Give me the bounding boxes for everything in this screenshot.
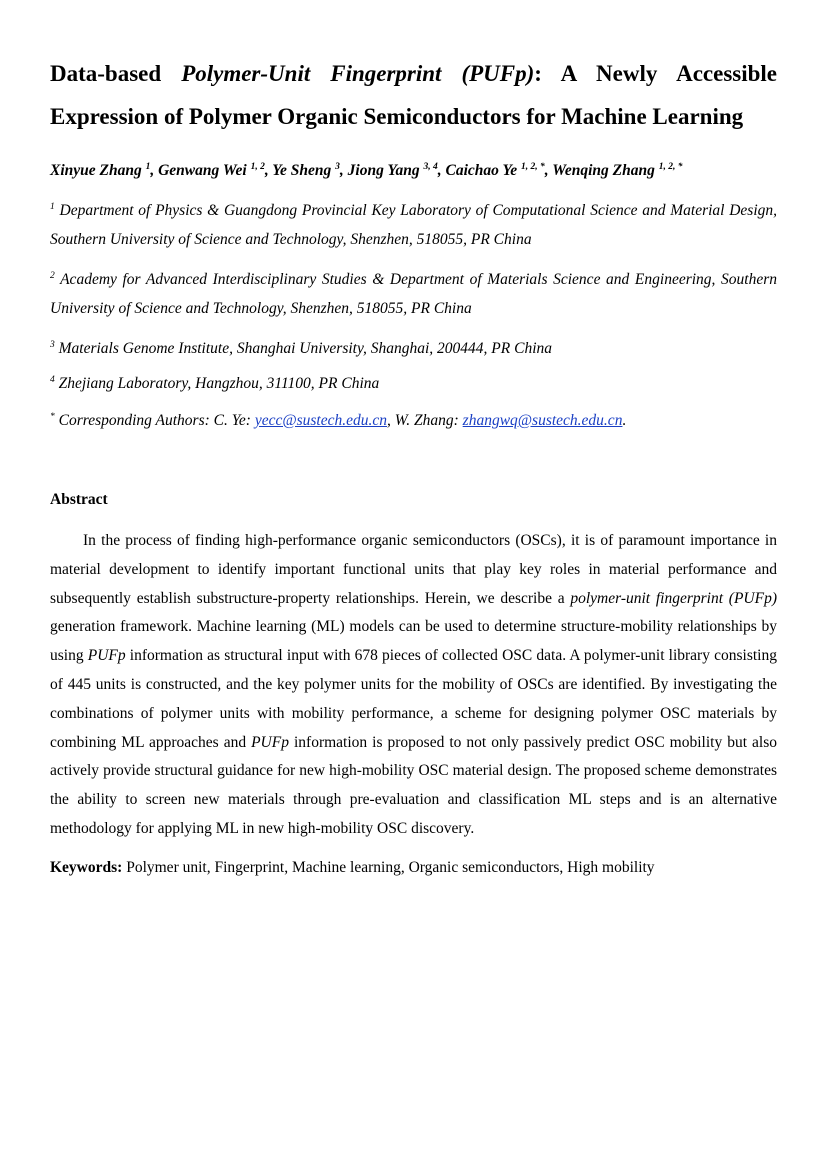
abstract-italic-term: polymer-unit fingerprint (PUFp) [570,589,777,607]
abstract-body [50,527,777,844]
email-link-zhang[interactable]: zhangwq@sustech.edu.cn [462,412,623,429]
affiliation-4 [50,369,777,398]
author-affiliation-mark: 1, 2 [250,161,265,172]
affiliation-3 [50,334,777,363]
affiliation-mark: 2 [50,270,55,281]
author-separator: , [544,162,553,179]
affiliation-2 [50,265,777,323]
author-separator: , [264,162,273,179]
affiliation-text: Academy for Advanced Interdisciplinary Studies & Department of Materials Science and Engineering, Southern University of Science and Technology, Shenzhen, 518055, PR China [50,271,777,317]
author-affiliation-mark: 1 [145,161,151,172]
affiliation-text: Department of Physics & Guangdong Provincial Key Laboratory of Computational Science and Material Design, Southern University of Science and Technology, Shenzhen, 518055, PR China [50,202,778,248]
abstract-text: information as structural input with 678 pieces of collected OSC data. A polymer-unit library consisting of 445 units is constructed, and the key polymer units for the mobility of OSCs are identified. By investigating the combinations of polymer units with mobility performance, a scheme for designing polymer OSC materials by combining ML approaches and [50,647,777,751]
abstract-italic-term: PUFp [87,647,126,665]
paper-title [50,52,777,138]
author-separator: , [339,162,348,179]
corresponding-suffix: . [622,412,627,429]
author-affiliation-mark: 3, 4 [423,161,438,172]
abstract-text: information is proposed to not only passively predict OSC mobility but also actively provide structural guidance for new high-mobility OSC material design. The proposed scheme demonstrates the ability to screen new materials through pre-evaluation and classification ML steps and is an alternative methodology for applying ML in new high-mobility OSC discovery. [50,733,777,837]
author-affiliation-mark: 1, 2, * [520,161,545,172]
affiliation-1 [50,196,777,254]
keywords-label: Keywords: [50,858,123,876]
author-list [50,160,777,182]
email-link-ye[interactable]: yecc@sustech.edu.cn [254,412,388,429]
corresponding-middle: , W. Zhang: [387,412,463,429]
author-separator: , [150,162,159,179]
author-name: Jiong Yang [347,162,420,179]
corresponding-prefix: Corresponding Authors: C. Ye: [58,412,255,429]
author-affiliation-mark: 3 [335,161,340,172]
affiliation-mark: 1 [50,201,55,212]
corresponding-mark: * [50,411,55,422]
abstract-heading: Abstract [50,491,108,508]
author-name: Genwang Wei [158,162,247,179]
author-name: Caichao Ye [445,162,518,179]
abstract-italic-term: PUFp [251,733,289,751]
keywords [50,854,777,882]
affiliation-text: Materials Genome Institute, Shanghai University, Shanghai, 200444, PR China [58,340,552,357]
title-italic-part: Polymer-Unit Fingerprint (PUFp) [181,61,535,86]
author-separator: , [437,162,446,179]
abstract-text: generation framework. Machine learning (ML) models can be used to determine structure-mobility relationships by using [50,618,777,665]
title-part-3: : A Newly Accessible Expression of Polymer Organic Semiconductors for Machine Learning [50,61,778,129]
paper-page [50,52,777,882]
author-name: Wenqing Zhang [552,162,655,179]
author-affiliation-mark: 1, 2, * [658,161,683,172]
corresponding-authors [50,406,777,435]
title-part-1: Data-based [50,61,182,86]
affiliation-mark: 3 [50,339,55,350]
affiliation-mark: 4 [50,374,55,385]
author-name: Ye Sheng [272,162,332,179]
affiliation-text: Zhejiang Laboratory, Hangzhou, 311100, PR China [58,375,380,392]
keywords-text: Polymer unit, Fingerprint, Machine learning, Organic semiconductors, High mobility [122,858,655,876]
abstract-text: In the process of finding high-performance organic semiconductors (OSCs), it is of paramount importance in material development to identify important functional units that play key roles in material performance and subsequently establish substructure-property relationships. Herein, we describe a [50,532,777,607]
author-name: Xinyue Zhang [50,162,142,179]
